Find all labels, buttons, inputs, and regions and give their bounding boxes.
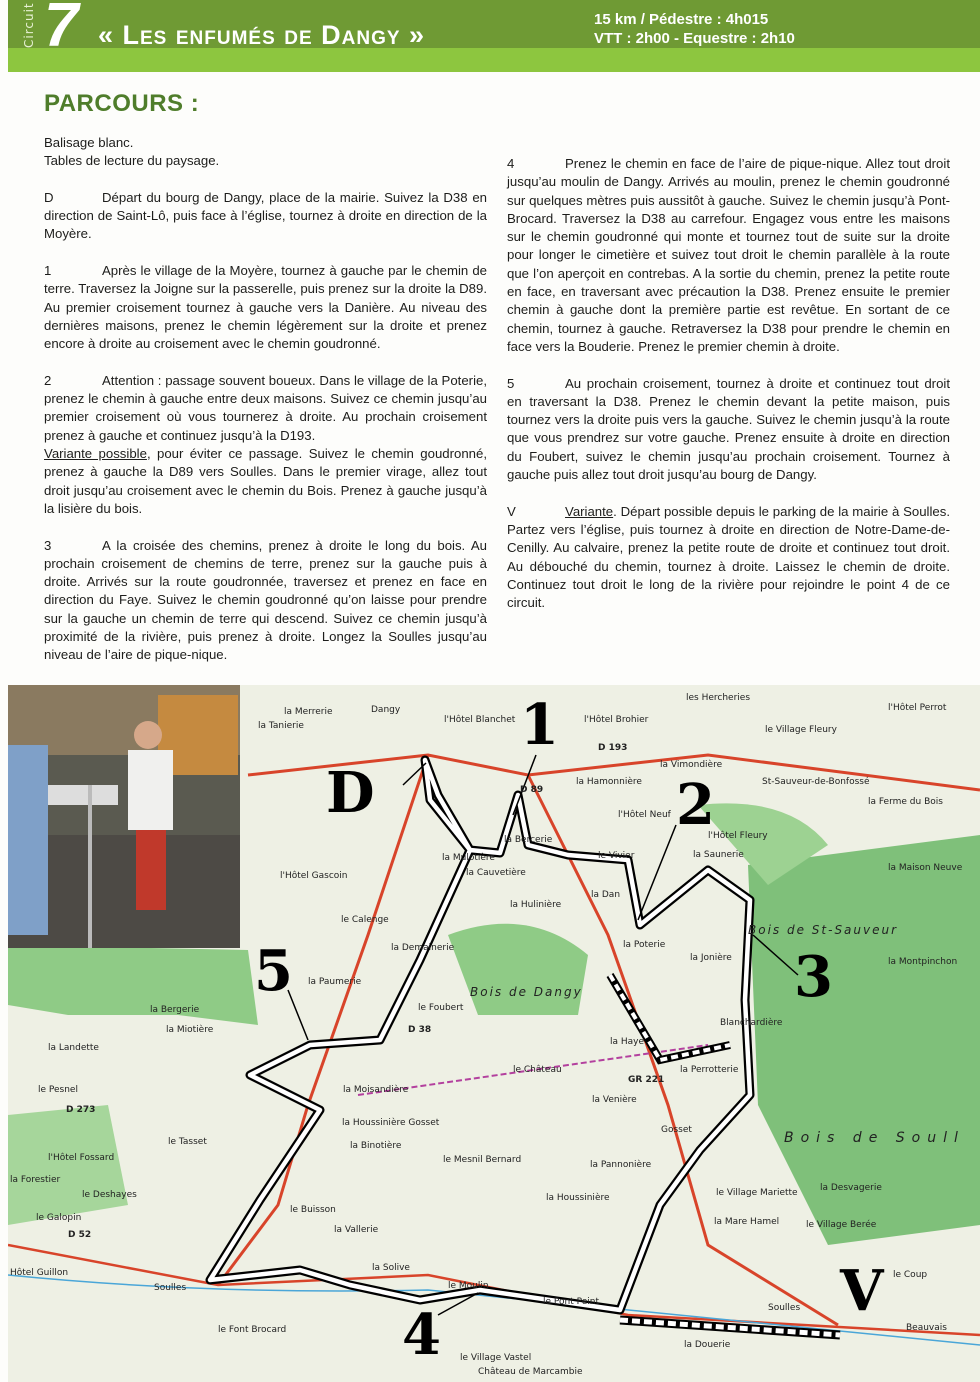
marker-d: D [326, 760, 375, 826]
place-label: la Venière [592, 1095, 637, 1105]
place-label: le Village Fleury [765, 725, 837, 735]
place-label: le Deshayes [82, 1190, 137, 1200]
place-label: la Poterie [623, 940, 666, 950]
road-label: D 273 [66, 1105, 96, 1115]
place-label: la Perrotterie [680, 1065, 739, 1075]
place-label: la Bergerie [150, 1005, 200, 1015]
place-label: le Vivier [598, 851, 635, 861]
place-label: le Tasset [168, 1137, 207, 1147]
place-label: la Tanierie [258, 721, 304, 731]
variant-label: Variante possible [44, 446, 147, 462]
variant-label: Variante [565, 503, 614, 519]
circuit-stats [594, 10, 795, 48]
place-label: la Merrerie [284, 707, 333, 717]
place-label: la Pannonière [590, 1160, 652, 1170]
place-label: Gosset [661, 1125, 692, 1135]
place-label: la Paumerie [308, 977, 362, 987]
step-text: A la croisée des chemins, prenez à droite le long du bois. Au prochain croisement de chemins de terre, prenez sur la gauche puis à droite. Arrivés sur la route goudronnée, traversez et prenez en face en direction du Faye. Suivez le chemin goudronné qu’on laisse pour prendre sur la gauche un chemin de terre qui descend. Suivez ce chemin jusqu’à proximité de la rivière, puis prenez à droite. Longez la Soulles jusqu’au niveau de l’aire de pique-nique. [44, 537, 487, 663]
step-key: D [44, 189, 54, 205]
place-label: le Village Vastel [460, 1353, 532, 1363]
place-label: la Vimondière [660, 760, 723, 770]
forest-area [8, 1105, 128, 1225]
place-label: la Binotière [350, 1141, 402, 1151]
photo-illustration [8, 685, 240, 948]
place-label: l'Hôtel Brohier [584, 715, 649, 725]
place-label: Blanchardière [720, 1018, 783, 1028]
step-key: 2 [44, 372, 52, 388]
place-label: la Houssinière [546, 1193, 610, 1203]
forest-area [448, 924, 588, 1015]
step-text: Prenez le chemin en face de l’aire de pique-nique. Allez tout droit jusqu’au moulin de Dangy. Arrivés au moulin, prenez le chemin goudronné sur quelques mètres puis aussitôt à gauche. Suivez le chemin jusqu’à Pont-Brocard. Traversez la D38 au carrefour. Engagez vous entre les maisons sur le chemin goudronné qui monte et tournez tout de suite sur la droite pour longer le cimetière et suivez tout droit le chemin parallèle à la route que l’on aperçoit en contrebas. A la sortie du chemin, prenez la petite route en face, en traversant avec précaution la D38. Prenez ensuite le premier chemin à gauche dont la première partie est revêtue. En sortant de ce chemin, tournez à gauche. Retraversez la D38 pour prendre le chemin en face vers la Bouderie. Prenez le premier chemin à droite. [507, 156, 950, 354]
marker-v: V [840, 1258, 884, 1324]
intro [44, 134, 487, 171]
road-label: D 193 [598, 743, 628, 753]
place-label: l'Hôtel Fossard [48, 1153, 115, 1163]
road-label: D 52 [68, 1230, 92, 1240]
stats-durations: VTT : 2h00 - Equestre : 2h10 [594, 30, 795, 47]
wood-label: Bois de St-Sauveur [748, 923, 899, 937]
circuit-number: 7 [44, 0, 79, 60]
marker-5: 5 [254, 938, 293, 1004]
place-label: la Jonière [690, 953, 732, 963]
place-label: la Landette [48, 1043, 99, 1053]
place-label: le Mesnil Bernard [443, 1155, 522, 1165]
place-label: la Montpinchon [888, 957, 958, 967]
place-label: l'Hôtel Neuf [618, 810, 671, 820]
place-label: les Hercheries [686, 693, 751, 703]
place-label: la Bercerie [504, 835, 553, 845]
place-label: la Maison Neuve [888, 863, 963, 873]
place-label: le Château [513, 1065, 562, 1075]
marker-4: 4 [402, 1302, 441, 1368]
header-band [8, 48, 980, 72]
place-label: le Pont Peint [543, 1297, 599, 1307]
place-label: le Font Brocard [218, 1325, 287, 1335]
place-label: la Cauvetière [466, 868, 526, 878]
place-label: l'Hôtel Fleury [708, 831, 768, 841]
step-text: Au prochain croisement, tournez à droite et continuez tout droit en traversant la D38. Prenez le chemin devant la petite maison, puis tournez vers la droite puis vers la gauche. Suivez le chemin jusqu’à la route que vous prendrez sur votre gauche. Prenez ensuite à droite en direction du Foubert, suivez le chemin jusqu’au prochain croisement. Tournez à gauche puis allez tout droit jusqu’au bourg de Dangy. [507, 375, 950, 483]
place-label: le Village Berée [806, 1220, 877, 1230]
step-text: Attention : passage souvent boueux. Dans le village de la Poterie, prenez le chemin à gauche entre deux maisons. Suivez ce chemin jusqu’au premier croisement où vous tournerez à droite. Au prochain croisement prenez à gauche et continuez jusqu’à la D193. [44, 372, 487, 443]
road-label: GR 221 [628, 1075, 665, 1085]
circuit-label: Circuit [22, 2, 36, 48]
wood-label: Bois de Dangy [470, 985, 583, 999]
place-label: la Douerie [684, 1340, 731, 1350]
place-label: Château de Marcambie [478, 1367, 583, 1377]
place-label: la Forestier [10, 1175, 61, 1185]
marker-1: 1 [520, 692, 559, 758]
step-key: 5 [507, 375, 515, 391]
text-column-left [44, 90, 487, 665]
place-label: l'Hôtel Perrot [888, 703, 947, 713]
road-label: D 89 [520, 785, 544, 795]
place-label: la Hulinière [510, 900, 562, 910]
marker-2: 2 [676, 772, 715, 838]
circuit-header [8, 0, 980, 72]
place-label: le Coup [893, 1270, 928, 1280]
place-label: Dangy [371, 705, 401, 715]
step-key: 1 [44, 263, 52, 279]
marker-3: 3 [794, 944, 833, 1010]
step-3 [44, 537, 487, 665]
place-label: la Desvagerie [820, 1183, 882, 1193]
place-label: la Saunerie [693, 850, 744, 860]
place-label: Soulles [154, 1283, 187, 1293]
stats-distance: 15 km / Pédestre : 4h015 [594, 11, 769, 28]
place-label: la Dan [591, 890, 621, 900]
step-2 [44, 372, 487, 518]
place-label: Soulles [768, 1303, 801, 1313]
place-label: Beauvais [906, 1323, 947, 1333]
step-text: Départ du bourg de Dangy, place de la mairie. Suivez la D38 en direction de Saint-Lô, puis face à l’église, tournez à droite en direction de la Moyère. [44, 189, 487, 242]
place-label: le Buisson [290, 1205, 336, 1215]
section-heading: PARCOURS : [44, 90, 200, 117]
wood-label: Bois de Soull [784, 1130, 965, 1146]
place-label: l'Hôtel Blanchet [444, 715, 516, 725]
place-label: la Mare Hamel [714, 1217, 780, 1227]
step-text: . Départ possible depuis le parking de la mairie à Soulles. Partez vers l’église, puis tournez à droite en direction de Notre-Dame-de-Cenilly. Au calvaire, prenez la petite route de droite et continuez tout droit. Au débouché du chemin, tournez à droite. Laissez le chemin de droite. Continuez tout droit le long de la rivière pour rejoindre le point 4 de ce circuit. [507, 503, 950, 611]
place-label: la Demainerie [391, 943, 455, 953]
variant-text: , pour éviter ce passage. Suivez le chemin goudronné, prenez à gauche la D89 vers Soulles. Dans le premier virage, allez tout droit jusqu’au croisement avec le chemin du Bois. Prenez à gauche jusqu’à la lisière du bois. [44, 446, 488, 516]
place-label: la Haye [610, 1037, 645, 1047]
place-label: le Village Mariette [716, 1188, 798, 1198]
step-4 [507, 155, 950, 356]
place-label: le Calenge [341, 915, 389, 925]
place-label: la Ferme du Bois [868, 797, 943, 807]
place-label: le Galopin [36, 1213, 82, 1223]
place-label: la Mulotière [442, 853, 495, 863]
forest-area [8, 945, 258, 1025]
photo-market-stall [8, 685, 240, 948]
text-column-right [507, 155, 950, 612]
place-label: le Moulin [448, 1281, 489, 1291]
place-label: St-Sauveur-de-Bonfossé [762, 777, 870, 787]
place-label: le Pesnel [38, 1085, 78, 1095]
step-v [507, 503, 950, 613]
step-key: 3 [44, 537, 52, 553]
place-label: l'Hôtel Gascoin [280, 871, 348, 881]
place-label: la Solive [372, 1263, 410, 1273]
step-key: 4 [507, 156, 515, 171]
place-label: la Vallerie [334, 1225, 379, 1235]
step-1 [44, 262, 487, 353]
place-label: le Foubert [418, 1003, 464, 1013]
intro-marking: Balisage blanc. [44, 135, 134, 150]
step-5 [507, 375, 950, 485]
step-d [44, 189, 487, 244]
place-label: la Moisandière [343, 1085, 409, 1095]
step-key: V [507, 503, 516, 519]
intro-tables: Tables de lecture du paysage. [44, 153, 220, 169]
place-label: la Miotière [166, 1025, 214, 1035]
place-label: la Houssinière Gosset [342, 1118, 440, 1128]
place-label: la Hamonnière [576, 777, 642, 787]
place-label: Hôtel Guillon [10, 1268, 69, 1278]
road-label: D 38 [408, 1025, 432, 1035]
step-text: Après le village de la Moyère, tournez à gauche par le chemin de terre. Traversez la Joigne sur la passerelle, puis prenez sur la droite la D89. Au premier croisement tournez à gauche vers la Danière. Au niveau des dernières maisons, prenez le chemin légèrement sur la droite et prenez encore à droite au croisement avec le chemin goudronné. [44, 263, 487, 352]
circuit-title: « Les enfumés de Dangy » [98, 20, 426, 50]
